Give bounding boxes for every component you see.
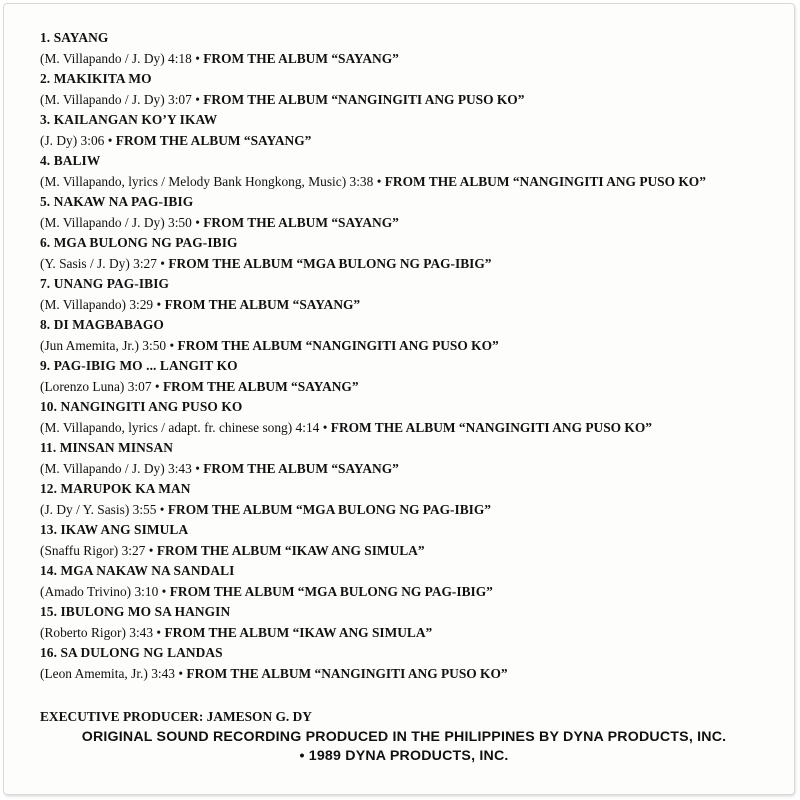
track-item xyxy=(40,438,780,479)
track-item xyxy=(40,28,780,69)
track-album: FROM THE ALBUM “MGA BULONG NG PAG-IBIG” xyxy=(167,501,491,517)
track-item xyxy=(40,561,780,602)
track-credit-line xyxy=(40,418,780,439)
bullet-separator: • xyxy=(161,583,167,599)
track-credit: (M. Villapando / J. Dy) 3:50 xyxy=(40,214,192,230)
track-credit-line xyxy=(40,131,780,152)
bullet-separator: • xyxy=(322,419,328,435)
track-title: 13. IKAW ANG SIMULA xyxy=(40,522,189,537)
bullet-separator: • xyxy=(178,665,184,681)
track-credit: (M. Villapando / J. Dy) 4:18 xyxy=(40,50,192,66)
track-item xyxy=(40,233,780,274)
track-title: 15. IBULONG MO SA HANGIN xyxy=(40,604,231,619)
track-credit-line xyxy=(40,90,780,111)
track-title: 8. DI MAGBABAGO xyxy=(40,317,164,332)
track-credit-line xyxy=(40,541,780,562)
track-title: 5. NAKAW NA PAG-IBIG xyxy=(40,194,194,209)
bullet-separator: • xyxy=(376,173,382,189)
track-title: 9. PAG-IBIG MO ... LANGIT KO xyxy=(40,358,238,373)
track-title: 4. BALIW xyxy=(40,153,101,168)
track-item xyxy=(40,192,780,233)
track-title: 11. MINSAN MINSAN xyxy=(40,440,174,455)
track-credit: (Lorenzo Luna) 3:07 xyxy=(40,378,152,394)
track-album: FROM THE ALBUM “MGA BULONG NG PAG-IBIG” xyxy=(169,583,493,599)
track-title: 16. SA DULONG NG LANDAS xyxy=(40,645,223,660)
track-credit: (J. Dy) 3:06 xyxy=(40,132,105,148)
cd-insert-card xyxy=(4,4,794,794)
track-title: 14. MGA NAKAW NA SANDALI xyxy=(40,563,235,578)
track-credit: (Y. Sasis / J. Dy) 3:27 xyxy=(40,255,157,271)
track-item xyxy=(40,315,780,356)
track-album: FROM THE ALBUM “SAYANG” xyxy=(203,460,399,476)
track-title: 12. MARUPOK KA MAN xyxy=(40,481,191,496)
track-credit-line xyxy=(40,213,780,234)
track-title: 10. NANGINGITI ANG PUSO KO xyxy=(40,399,243,414)
bullet-separator: • xyxy=(159,501,165,517)
track-list xyxy=(40,28,780,684)
track-item xyxy=(40,397,780,438)
track-item xyxy=(40,110,780,151)
track-item xyxy=(40,274,780,315)
track-item xyxy=(40,479,780,520)
track-album: FROM THE ALBUM “SAYANG” xyxy=(164,296,361,312)
copyright-line-2: • 1989 DYNA PRODUCTS, INC. xyxy=(299,748,509,764)
track-item xyxy=(40,520,780,561)
track-album: FROM THE ALBUM “NANGINGITI ANG PUSO KO” xyxy=(330,419,652,435)
bullet-separator: • xyxy=(169,337,175,353)
track-title: 7. UNANG PAG-IBIG xyxy=(40,276,170,291)
track-credit-line xyxy=(40,500,780,521)
bullet-separator: • xyxy=(195,460,200,476)
track-album: FROM THE ALBUM “NANGINGITI ANG PUSO KO” xyxy=(203,91,525,107)
track-item xyxy=(40,69,780,110)
track-credit-line xyxy=(40,377,780,398)
track-credit-line xyxy=(40,295,780,316)
track-credit: (J. Dy / Y. Sasis) 3:55 xyxy=(40,501,157,517)
bullet-separator: • xyxy=(107,132,113,148)
track-credit-line xyxy=(40,49,780,70)
track-album: FROM THE ALBUM “SAYANG” xyxy=(203,50,399,66)
track-title: 6. MGA BULONG NG PAG-IBIG xyxy=(40,235,238,250)
track-credit: (M. Villapando / J. Dy) 3:43 xyxy=(40,460,192,476)
executive-producer: EXECUTIVE PRODUCER: JAMESON G. DY xyxy=(40,709,312,724)
track-credit-line xyxy=(40,664,780,685)
track-album: FROM THE ALBUM “SAYANG” xyxy=(203,214,399,230)
track-credit: (M. Villapando, lyrics / adapt. fr. chinese song) 4:14 xyxy=(40,419,320,435)
track-title: 1. SAYANG xyxy=(40,30,109,45)
track-album: FROM THE ALBUM “NANGINGITI ANG PUSO KO” xyxy=(186,665,508,681)
track-album: FROM THE ALBUM “NANGINGITI ANG PUSO KO” xyxy=(177,337,499,353)
track-album: FROM THE ALBUM “IKAW ANG SIMULA” xyxy=(164,624,433,640)
bullet-separator: • xyxy=(195,214,200,230)
track-credit-line xyxy=(40,582,780,603)
track-credit: (Roberto Rigor) 3:43 xyxy=(40,624,154,640)
track-credit-line xyxy=(40,172,780,193)
track-album: FROM THE ALBUM “SAYANG” xyxy=(162,378,359,394)
track-credit: (Snaffu Rigor) 3:27 xyxy=(40,542,146,558)
track-item xyxy=(40,151,780,192)
bullet-separator: • xyxy=(195,50,200,66)
track-credit: (Leon Amemita, Jr.) 3:43 xyxy=(40,665,175,681)
bullet-separator: • xyxy=(156,624,162,640)
bullet-separator: • xyxy=(195,91,200,107)
track-credit: (Jun Amemita, Jr.) 3:50 xyxy=(40,337,167,353)
bullet-separator: • xyxy=(160,255,165,271)
track-credit-line xyxy=(40,623,780,644)
track-album: FROM THE ALBUM “NANGINGITI ANG PUSO KO” xyxy=(384,173,706,189)
track-album: FROM THE ALBUM “MGA BULONG NG PAG-IBIG” xyxy=(168,255,492,271)
track-credit-line xyxy=(40,459,780,480)
track-item xyxy=(40,602,780,643)
track-credit-line xyxy=(40,254,780,275)
bullet-separator: • xyxy=(148,542,154,558)
track-item xyxy=(40,356,780,397)
track-credit: (M. Villapando / J. Dy) 3:07 xyxy=(40,91,192,107)
track-credit: (Amado Trivino) 3:10 xyxy=(40,583,159,599)
track-credit-line xyxy=(40,336,780,357)
track-album: FROM THE ALBUM “SAYANG” xyxy=(115,132,312,148)
track-album: FROM THE ALBUM “IKAW ANG SIMULA” xyxy=(156,542,425,558)
track-title: 2. MAKIKITA MO xyxy=(40,71,152,86)
bullet-separator: • xyxy=(154,378,160,394)
bullet-separator: • xyxy=(156,296,162,312)
track-credit: (M. Villapando, lyrics / Melody Bank Hongkong, Music) 3:38 xyxy=(40,173,374,189)
track-item xyxy=(40,643,780,684)
track-credit: (M. Villapando) 3:29 xyxy=(40,296,154,312)
track-title: 3. KAILANGAN KO’Y IKAW xyxy=(40,112,218,127)
copyright-line-1: ORIGINAL SOUND RECORDING PRODUCED IN THE PHILIPPINES BY DYNA PRODUCTS, INC. xyxy=(81,729,727,745)
